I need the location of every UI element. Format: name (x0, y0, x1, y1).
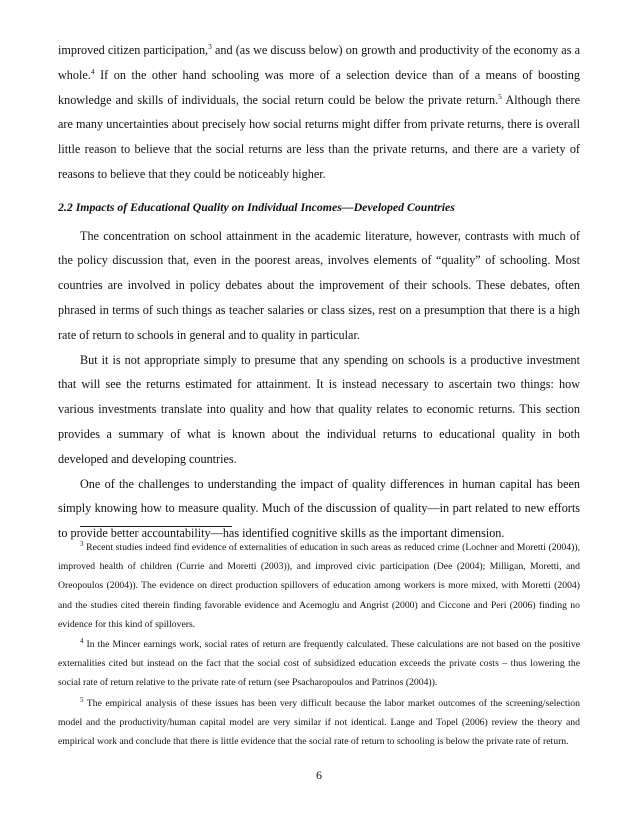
section-heading: 2.2 Impacts of Educational Quality on Individual Incomes—Developed Countries (58, 199, 455, 214)
footnote-text: In the Mincer earnings work, social rates of return are frequently calculated. These calculations are not based on the positive externalities cited but instead on the fact that the social cost of subsidized education exceeds the private costs – thus lowering the social rate of return relative to the private rate of return (see Psacharopoulos and Patrinos (2004)). (58, 639, 580, 689)
footnote-mark: 5 (80, 695, 84, 704)
footnote-text: Recent studies indeed find evidence of externalities of education in such areas as reduced crime (Lochner and Moretti (2004)), improved health of children (Currie and Moretti (2003)), and improved civic participation (Dee (2004); Milligan, Moretti, and Oreopoulos (2004)). The evidence on direct production spillovers of education among workers is more mixed, with Moretti (2004) and the studies cited therein finding favorable evidence and Acemoglu and Angrist (2000) and Ciccone and Peri (2006) finding no evidence for this kind of spillovers. (58, 542, 580, 630)
paragraph: One of the challenges to understanding the impact of quality differences in human capital has been simply knowing how to measure quality. Much of the discussion of quality—in part related to new efforts to provide better accountability—has identified cognitive skills as the important dimension. (58, 476, 580, 541)
footnotes (58, 538, 580, 752)
footnote-text: The empirical analysis of these issues has been very difficult because the labor market outcomes of the screening/selection model and the productivity/human capital model are very similar if not identical. Lange and Topel (2006) review the theory and empirical work and conclude that there is little evidence that the social rate of return to schooling is below the private rate of return. (58, 697, 580, 748)
text-run: Although there are many uncertainties about precisely how social returns might differ from private returns, there is overall little reason to believe that the social returns are less than the private returns, and there are a variety of reasons to believe that they could be noticeably higher. (58, 92, 580, 181)
main-text (58, 38, 580, 546)
text-run: If on the other hand schooling was more of a selection device than of a means of boosting knowledge and skills of individuals, the social return could be below the private return. (58, 67, 580, 107)
paragraph: The concentration on school attainment in the academic literature, however, contrasts with much of the policy discussion that, even in the poorest areas, involves elements of “quality” of schooling. Most countries are involved in policy debates about the improvement of their schools. These debates, often phrased in terms of such things as teacher salaries or class sizes, rest on a presumption that there is a high rate of return to schools in general and to quality in particular. (58, 228, 580, 342)
footnote-separator (80, 526, 232, 527)
text-run: and (as we discuss below) on growth and productivity of the economy as a whole. (58, 43, 580, 82)
footnote-3 (58, 538, 580, 634)
footnote-ref-4[interactable]: 4 (90, 66, 95, 76)
page-number: 6 (316, 768, 322, 782)
footnote-5 (58, 694, 580, 752)
footnote-mark: 3 (80, 540, 84, 548)
footnote-ref-3[interactable]: 3 (208, 42, 212, 51)
text-run: improved citizen participation, (58, 43, 209, 57)
paragraph-continued (58, 38, 580, 187)
footnote-ref-5[interactable]: 5 (498, 91, 502, 101)
paragraph: But it is not appropriate simply to presume that any spending on schools is a productive investment that will see the returns estimated for attainment. It is instead necessary to ascertain two things: how various investments translate into quality and how that quality relates to economic returns. This section provides a summary of what is known about the individual returns to educational quality in both developed and developing countries. (58, 352, 580, 466)
footnote-mark: 4 (80, 637, 84, 646)
footnote-4 (58, 635, 580, 693)
